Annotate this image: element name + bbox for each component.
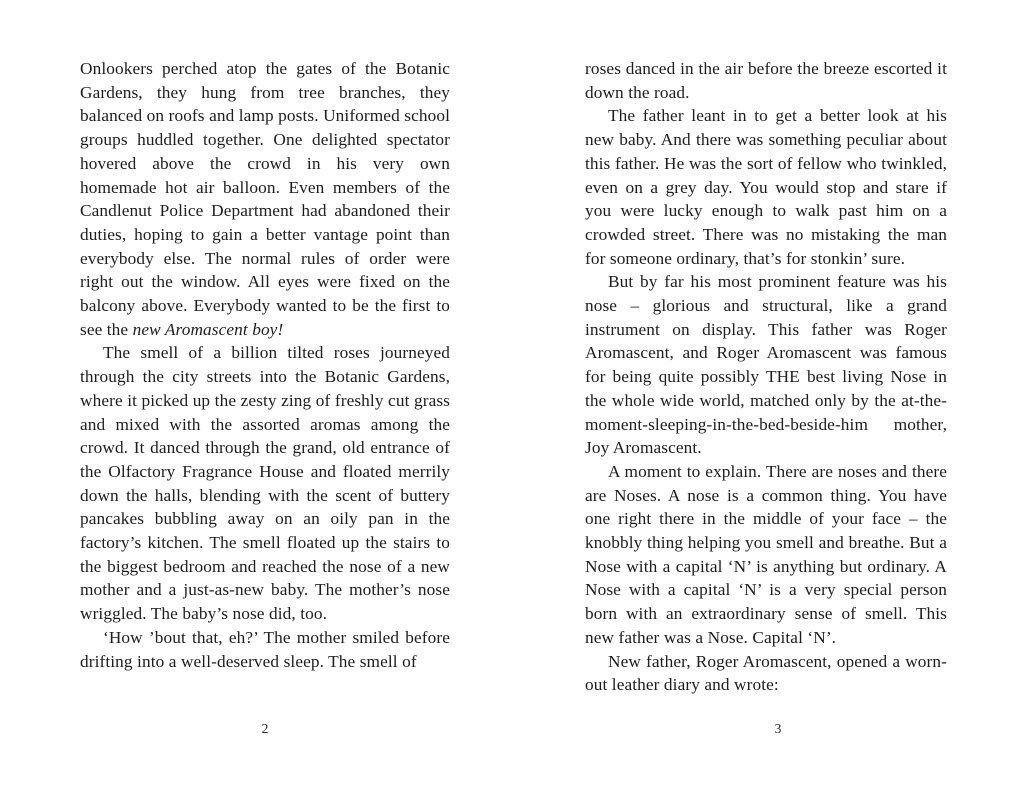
body-text: Onlookers perched atop the gates of the Botanic Gardens, they hung from tree branches, they balanced on roofs and lamp posts. Uniformed school groups huddled together. One delighted spectator hovered above the crowd in his very own homemade hot air balloon. Even members of the Candlenut Police Department had abandoned their duties, hoping to gain a better vantage point than everybody else. The normal rules of order were right out the window. All eyes were fixed on the balcony above. Everybody wanted to be the first to see the (80, 59, 450, 339)
right-page-number: 3 (774, 721, 782, 736)
body-text: The smell of a billion tilted roses journeyed through the city streets into the Botanic Gardens, where it picked up the zesty zing of freshly cut grass and mixed with the assorted aromas among the crowd. It danced through the grand, old entrance of the Olfactory Fragrance House and floated merrily down the halls, blending with the scent of buttery pancakes bubbling away on an oily pan in the factory’s kitchen. The smell floated up the stairs to the biggest bedroom and reached the nose of a new mother and a just-as-new baby. The mother’s nose wriggled. The baby’s nose did, too. (80, 343, 450, 624)
paragraph (585, 460, 947, 650)
body-text: roses danced in the air before the breeze escorted it down the road. (585, 59, 947, 102)
italic-text: new Aromascent boy! (132, 319, 284, 339)
paragraph (585, 650, 947, 697)
body-text: ‘How ’bout that, eh?’ The mother smiled before drifting into a well-deserved sleep. The smell of (80, 627, 450, 671)
paragraph (80, 341, 450, 625)
left-page-text (80, 57, 450, 673)
right-page-text (585, 57, 947, 697)
body-text: New father, Roger Aromascent, opened a worn-out leather diary and wrote: (585, 651, 947, 695)
paragraph (585, 104, 947, 270)
body-text: A moment to explain. There are noses and there are Noses. A nose is a common thing. You have one right there in the middle of your face – the knobbly thing helping you smell and breathe. But a Nose with a capital ‘N’ is anything but ordinary. A Nose with a capital ‘N’ is a very special person born with an extraordinary sense of smell. This new father was a Nose. Capital ‘N’. (585, 461, 947, 647)
paragraph (585, 57, 947, 104)
paragraph (80, 57, 450, 341)
paragraph (585, 270, 947, 460)
body-text: The father leant in to get a better look at his new baby. And there was something peculiar about this father. He was the sort of fellow who twinkled, even on a grey day. You would stop and stare if you were lucky enough to walk past him on a crowded street. There was no mistaking the man for someone ordinary, that’s for stonkin’ sure. (585, 106, 947, 268)
paragraph (80, 626, 450, 673)
body-text: But by far his most prominent feature was his nose – glorious and structural, like a grand instrument on display. This father was Roger Aromascent, and Roger Aromascent was famous for being quite possibly THE best living Nose in the whole wide world, matched only by the at-the-moment-sleeping-in-the-bed-beside-him mother, Joy Aromascent. (585, 272, 947, 458)
left-page-number: 2 (261, 721, 269, 736)
